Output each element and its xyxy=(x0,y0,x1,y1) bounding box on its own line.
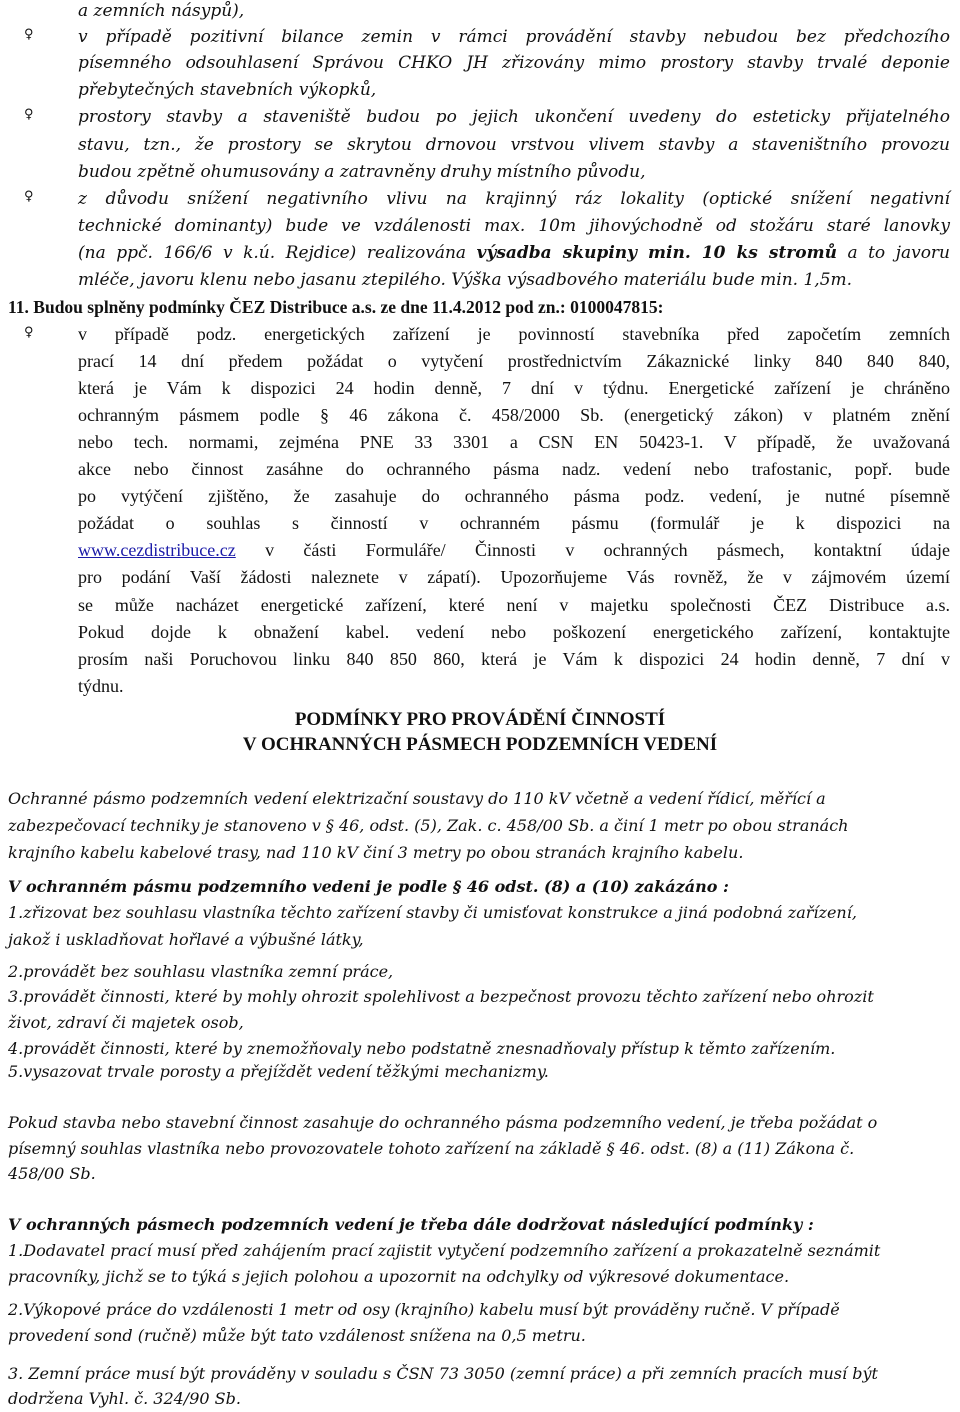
list-item: 1.Dodavatel prací musí před zahájením prací zajistit vytyčení podzemního zařízení a prokazatelně seznámit xyxy=(8,1241,881,1260)
text-line: akce nebo činnost zasáhne do ochranného pásma nadz. vedení nebo trafostanic, popř. bude xyxy=(78,459,950,479)
text-line: po vytýčení zjištěno, že zasahuje do ochranného pásma podz. vedení, je nutné písemně xyxy=(78,486,950,506)
text-span: v části Formuláře/ Činnosti v ochranných pásmech, kontaktní údaje xyxy=(235,540,950,560)
text-line: písemný souhlas vlastníka nebo provozovatele tohoto zařízení na základě § 46. odst. (8) a (11) Zákona č. xyxy=(8,1139,855,1158)
list-item: 3. Zemní práce musí být prováděny v souladu s ČSN 73 3050 (zemní práce) a při zemních pracích musí být xyxy=(8,1364,878,1383)
bullet-item-text: z důvodu snížení negativního vlivu na krajinný ráz lokality (optické snížení negativní xyxy=(78,189,950,209)
text-line: požádat o souhlas s činností v ochranném pásmu (formulář je k dispozici na xyxy=(78,513,950,533)
bullet-item-text: v případě pozitivní bilance zemin v rámci provádění stavby nebudou bez předchozího xyxy=(78,27,950,47)
document-title-line-1: PODMÍNKY PRO PROVÁDĚNÍ ČINNOSTÍ xyxy=(294,709,666,730)
list-item: 2.provádět bez souhlasu vlastníka zemní práce, xyxy=(8,962,394,981)
text-line: mléče, javoru klenu nebo jasanu ztepilého. Výška výsadbového materiálu bude min. 1,5m. xyxy=(78,270,853,290)
text-line: jakož i uskladňovat hořlavé a výbušné látky, xyxy=(8,930,364,949)
text-line: pracovníky, jichž se to týká s jejich polohou a upozornit na odchylky od výkresové dokumentace. xyxy=(8,1267,790,1286)
text-line: stavu, tzn., že prostory se skrytou drnovou vrstvou vlivem stavby a staveništního provozu xyxy=(78,135,950,155)
text-span: (na ppč. 166/6 v k.ú. Rejdice) realizována xyxy=(78,243,477,263)
text-line: život, zdraví či majetek osob, xyxy=(8,1013,244,1032)
text-span: a to javoru xyxy=(836,243,951,263)
text-line: 458/00 Sb. xyxy=(8,1164,96,1183)
document-title-line-2: V OCHRANNÝCH PÁSMECH PODZEMNÍCH VEDENÍ xyxy=(242,734,718,755)
text-line: která je Vám k dispozici 24 hodin denně, 7 dní v týdnu. Energetické zařízení je chráněno xyxy=(78,378,950,398)
section-heading: V ochranných pásmech podzemních vedení je třeba dále dodržovat následující podmínky : xyxy=(8,1215,814,1234)
bullet-item-text: prostory stavby a staveniště budou po jejich ukončení uvedeny do esteticky přijatelného xyxy=(78,107,950,127)
text-line: provedení sond (ručně) může být tato vzdálenost snížena na 0,5 metru. xyxy=(8,1326,586,1345)
text-line: pro podání Vaší žádosti naleznete v zápatí). Upozorňujeme Vás rovněž, že v zájmovém území xyxy=(78,567,950,587)
list-item: 3.provádět činnosti, které by mohly ohrozit spolehlivost a bezpečnost provozu těchto zařízení nebo ohrozit xyxy=(8,987,874,1006)
text-line: nebo tech. normami, zejména PNE 33 3301 a CSN EN 50423-1. V případě, že uvažovaná xyxy=(78,432,950,452)
bullet-icon: ♀ xyxy=(24,27,34,42)
text-line: přebytečných stavebních výkopků, xyxy=(78,80,377,100)
text-line: Pokud stavba nebo stavební činnost zasahuje do ochranného pásma podzemního vedení, je třeba požádat o xyxy=(8,1113,878,1132)
text-line: krajního kabelu kabelové trasy, nad 110 kV činí 3 metry po obou stranách krajního kabelu. xyxy=(8,843,744,862)
list-item: 5.vysazovat trvale porosty a přejíždět vedení těžkými mechanizmy. xyxy=(8,1062,549,1081)
text-line: prosím naši Poruchovou linku 840 850 860, která je Vám k dispozici 24 hodin denně, 7 dní v xyxy=(78,649,950,669)
text-line: Ochranné pásmo podzemních vedení elektrizační soustavy do 110 kV včetně a vedení řídicí, měřící a xyxy=(8,789,826,808)
list-item: 4.provádět činnosti, které by znemožňovaly nebo podstatně znesnadňovaly přístup k těmto zařízením. xyxy=(8,1039,836,1058)
text-line: Pokud dojde k obnažení kabel. vedení nebo poškození energetického zařízení, kontaktujte xyxy=(78,622,950,642)
text-line xyxy=(78,242,950,264)
text-line: a zemních násypů), xyxy=(78,1,245,21)
section-heading: 11. Budou splněny podmínky ČEZ Distribuce a.s. ze dne 11.4.2012 pod zn.: 0100047815: xyxy=(8,297,664,317)
text-line xyxy=(78,539,950,561)
text-line: ochranným pásmem podle § 46 zákona č. 458/2000 Sb. (energetický zákon) v platném znění xyxy=(78,405,950,425)
bullet-icon: ♀ xyxy=(24,189,34,204)
bullet-icon: ♀ xyxy=(24,325,34,340)
text-line: technické dominanty) bude ve vzdálenosti max. 10m jihovýchodně od stožáru staré lanovky xyxy=(78,216,950,236)
text-line: zabezpečovací techniky je stanoveno v § 46, odst. (5), Zak. c. 458/00 Sb. a činí 1 metr po obou stranách xyxy=(8,816,849,835)
text-line: prací 14 dní předem požádat o vytyčení prostřednictvím Zákaznické linky 840 840 840, xyxy=(78,351,950,371)
bullet-item-text: v případě podz. energetických zařízení je povinností stavebníka před započetím zemních xyxy=(78,324,950,344)
text-line: dodržena Vyhl. č. 324/90 Sb. xyxy=(8,1389,241,1408)
text-line: se může nacházet energetické zařízení, které není v majetku společnosti ČEZ Distribuce a.s. xyxy=(78,595,950,615)
section-heading: V ochranném pásmu podzemního vedeni je podle § 46 odst. (8) a (10) zakázáno : xyxy=(8,877,729,896)
text-line: písemného odsouhlasení Správou CHKO JH zřizovány mimo prostory stavby trvalé deponie xyxy=(78,53,950,73)
text-span-bold: výsadba skupiny min. 10 ks stromů xyxy=(476,243,837,263)
list-item: 1.zřizovat bez souhlasu vlastníka těchto zařízení stavby či umisťovat konstrukce a jiná podobná zařízení, xyxy=(8,903,857,922)
list-item: 2.Výkopové práce do vzdálenosti 1 metr od osy (krajního) kabelu musí být prováděny ručně. V případě xyxy=(8,1300,840,1319)
text-line: týdnu. xyxy=(78,676,124,696)
text-line: budou zpětně ohumusovány a zatravněny druhy místního původu, xyxy=(78,162,646,182)
cez-link[interactable]: www.cezdistribuce.cz xyxy=(78,540,236,560)
bullet-icon: ♀ xyxy=(24,107,34,122)
